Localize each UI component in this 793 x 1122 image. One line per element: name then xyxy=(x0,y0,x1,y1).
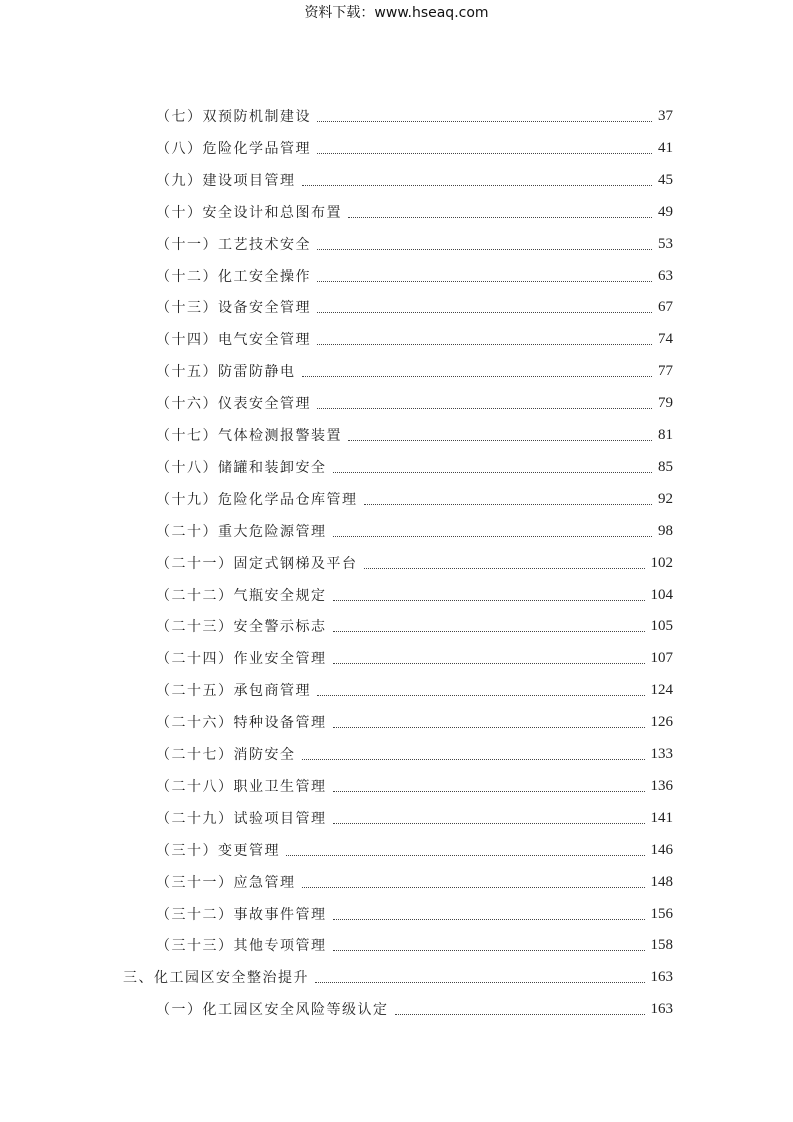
toc-entry[interactable] xyxy=(156,710,673,734)
toc-dot-leader xyxy=(317,343,652,345)
toc-entry-page-number: 49 xyxy=(658,203,673,220)
toc-entry-title: （十三）设备安全管理 xyxy=(156,300,311,316)
toc-entry[interactable] xyxy=(156,614,673,638)
toc-entry[interactable] xyxy=(156,646,673,670)
toc-entry[interactable] xyxy=(156,232,673,256)
toc-entry[interactable] xyxy=(156,678,673,702)
toc-entry-page-number: 133 xyxy=(650,745,673,762)
toc-dot-leader xyxy=(364,503,653,505)
toc-entry[interactable] xyxy=(156,455,673,479)
toc-entry[interactable] xyxy=(123,965,673,989)
toc-entry-title: 三、化工园区安全整治提升 xyxy=(123,970,309,986)
toc-entry-title: （一）化工园区安全风险等级认定 xyxy=(156,1002,389,1018)
toc-entry[interactable] xyxy=(156,838,673,862)
toc-entry-page-number: 146 xyxy=(650,841,673,858)
toc-dot-leader xyxy=(317,311,652,313)
toc-entry[interactable] xyxy=(156,391,673,415)
toc-entry-page-number: 163 xyxy=(650,1000,673,1017)
toc-dot-leader xyxy=(317,694,645,696)
toc-dot-leader xyxy=(317,248,652,250)
toc-dot-leader xyxy=(348,216,652,218)
toc-entry[interactable] xyxy=(156,933,673,957)
toc-entry[interactable] xyxy=(156,806,673,830)
toc-entry[interactable] xyxy=(156,168,673,192)
toc-dot-leader xyxy=(333,822,645,824)
toc-entry-page-number: 158 xyxy=(650,936,673,953)
toc-dot-leader xyxy=(395,1013,645,1015)
toc-entry-title: （十四）电气安全管理 xyxy=(156,332,311,348)
toc-dot-leader xyxy=(315,981,645,983)
toc-entry-title: （二十八）职业卫生管理 xyxy=(156,779,327,795)
toc-entry[interactable] xyxy=(156,870,673,894)
toc-entry-page-number: 74 xyxy=(658,330,673,347)
toc-entry[interactable] xyxy=(156,519,673,543)
toc-dot-leader xyxy=(317,152,652,154)
toc-entry[interactable] xyxy=(156,295,673,319)
page-header: 资料下载：www.hseaq.com xyxy=(304,5,489,21)
toc-entry-title: （二十五）承包商管理 xyxy=(156,683,311,699)
toc-dot-leader xyxy=(333,599,645,601)
toc-entry-title: （十）安全设计和总图布置 xyxy=(156,205,342,221)
toc-entry-page-number: 141 xyxy=(650,809,673,826)
toc-entry-page-number: 102 xyxy=(650,554,673,571)
toc-dot-leader xyxy=(302,886,645,888)
toc-entry-page-number: 53 xyxy=(658,235,673,252)
toc-entry-page-number: 41 xyxy=(658,139,673,156)
toc-entry-page-number: 163 xyxy=(650,968,673,985)
toc-dot-leader xyxy=(333,790,645,792)
toc-entry-title: （十五）防雷防静电 xyxy=(156,364,296,380)
toc-entry-title: （十八）储罐和装卸安全 xyxy=(156,460,327,476)
toc-dot-leader xyxy=(333,726,645,728)
toc-entry-title: （二十六）特种设备管理 xyxy=(156,715,327,731)
toc-entry-page-number: 37 xyxy=(658,107,673,124)
toc-entry-page-number: 148 xyxy=(650,873,673,890)
toc-dot-leader xyxy=(302,375,653,377)
toc-entry-page-number: 77 xyxy=(658,362,673,379)
toc-dot-leader xyxy=(333,630,645,632)
toc-entry[interactable] xyxy=(156,136,673,160)
toc-entry[interactable] xyxy=(156,264,673,288)
toc-entry-page-number: 136 xyxy=(650,777,673,794)
toc-entry[interactable] xyxy=(156,487,673,511)
toc-entry[interactable] xyxy=(156,200,673,224)
toc-dot-leader xyxy=(302,184,653,186)
toc-dot-leader xyxy=(333,662,645,664)
toc-entry-title: （十一）工艺技术安全 xyxy=(156,237,311,253)
toc-entry-page-number: 105 xyxy=(650,617,673,634)
toc-entry-title: （十七）气体检测报警装置 xyxy=(156,428,342,444)
toc-dot-leader xyxy=(317,120,652,122)
toc-dot-leader xyxy=(333,535,653,537)
toc-entry-page-number: 81 xyxy=(658,426,673,443)
toc-entry-title: （七）双预防机制建设 xyxy=(156,109,311,125)
toc-entry-title: （三十二）事故事件管理 xyxy=(156,907,327,923)
toc-dot-leader xyxy=(333,471,653,473)
toc-entry-page-number: 45 xyxy=(658,171,673,188)
toc-entry-title: （八）危险化学品管理 xyxy=(156,141,311,157)
toc-entry-title: （三十一）应急管理 xyxy=(156,875,296,891)
toc-entry[interactable] xyxy=(156,902,673,926)
toc-entry[interactable] xyxy=(156,423,673,447)
toc-entry[interactable] xyxy=(156,583,673,607)
toc-entry-page-number: 98 xyxy=(658,522,673,539)
toc-entry[interactable] xyxy=(156,551,673,575)
toc-entry-title: （二十三）安全警示标志 xyxy=(156,619,327,635)
toc-entry-title: （二十九）试验项目管理 xyxy=(156,811,327,827)
toc-entry[interactable] xyxy=(156,359,673,383)
toc-entry-page-number: 126 xyxy=(650,713,673,730)
toc-entry-title: （三十三）其他专项管理 xyxy=(156,938,327,954)
toc-entry-page-number: 79 xyxy=(658,394,673,411)
toc-entry-page-number: 124 xyxy=(650,681,673,698)
toc-entry-title: （二十）重大危险源管理 xyxy=(156,524,327,540)
toc-entry-title: （十九）危险化学品仓库管理 xyxy=(156,492,358,508)
toc-entry-page-number: 92 xyxy=(658,490,673,507)
toc-entry-title: （三十）变更管理 xyxy=(156,843,280,859)
toc-entry-page-number: 63 xyxy=(658,267,673,284)
toc-dot-leader xyxy=(348,439,652,441)
toc-entry-title: （九）建设项目管理 xyxy=(156,173,296,189)
toc-dot-leader xyxy=(317,280,652,282)
toc-entry-title: （十二）化工安全操作 xyxy=(156,269,311,285)
toc-dot-leader xyxy=(302,758,645,760)
toc-entry[interactable] xyxy=(156,742,673,766)
toc-entry-title: （二十七）消防安全 xyxy=(156,747,296,763)
toc-dot-leader xyxy=(317,407,652,409)
toc-entry-page-number: 85 xyxy=(658,458,673,475)
toc-entry-title: （二十一）固定式钢梯及平台 xyxy=(156,556,358,572)
toc-dot-leader xyxy=(333,949,645,951)
toc-entry-title: （二十四）作业安全管理 xyxy=(156,651,327,667)
toc-entry-page-number: 107 xyxy=(650,649,673,666)
toc-entry-title: （十六）仪表安全管理 xyxy=(156,396,311,412)
toc-entry-page-number: 67 xyxy=(658,298,673,315)
toc-entry-page-number: 156 xyxy=(650,905,673,922)
toc-dot-leader xyxy=(286,854,645,856)
toc-entry[interactable] xyxy=(156,104,673,128)
toc-dot-leader xyxy=(364,567,645,569)
toc-entry[interactable] xyxy=(156,774,673,798)
toc-entry[interactable] xyxy=(156,997,673,1021)
toc-entry[interactable] xyxy=(156,327,673,351)
toc-entry-title: （二十二）气瓶安全规定 xyxy=(156,588,327,604)
toc-dot-leader xyxy=(333,918,645,920)
toc-entry-page-number: 104 xyxy=(650,586,673,603)
